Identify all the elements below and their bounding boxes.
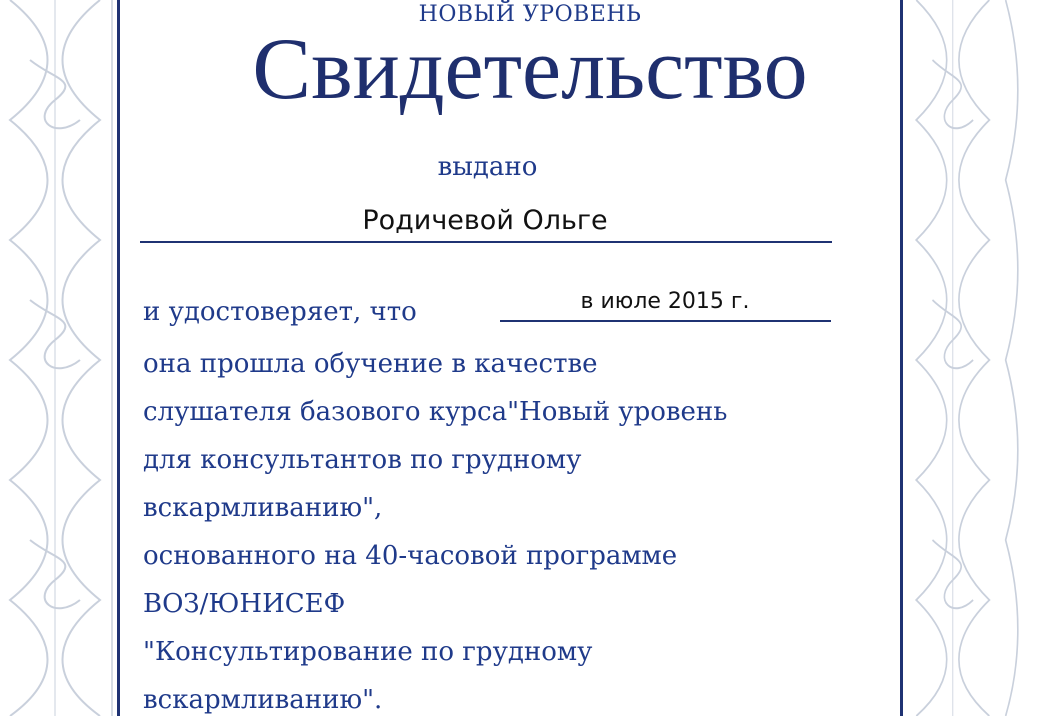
body-line: слушателя базового курса"Новый уровень: [143, 397, 728, 427]
certificate-body: [143, 340, 883, 724]
completion-date: в июле 2015 г.: [580, 289, 750, 314]
left-ornament-border: [0, 0, 130, 716]
body-line: для консультантов по грудному: [143, 445, 582, 475]
body-line: "Консультирование по грудному: [143, 637, 593, 667]
issued-label: выдано: [437, 152, 538, 182]
right-frame-line: [900, 0, 903, 716]
body-line: ВОЗ/ЮНИСЕФ: [143, 589, 346, 619]
body-line: вскармливанию",: [143, 493, 383, 523]
date-underline: [500, 320, 831, 322]
left-frame-line: [117, 0, 120, 716]
recipient-name: Родичевой Ольге: [362, 205, 608, 236]
body-line: она прошла обучение в качестве: [143, 349, 598, 379]
right-ornament-border: [900, 0, 1030, 716]
certifies-text: и удостоверяет, что: [143, 297, 417, 327]
body-line: основанного на 40-часовой программе: [143, 541, 678, 571]
recipient-underline: [140, 241, 832, 243]
organization-name: НОВЫЙ УРОВЕНЬ: [418, 2, 642, 27]
certificate-title: Свидетельство: [252, 21, 808, 118]
body-line: вскармливанию".: [143, 685, 383, 715]
